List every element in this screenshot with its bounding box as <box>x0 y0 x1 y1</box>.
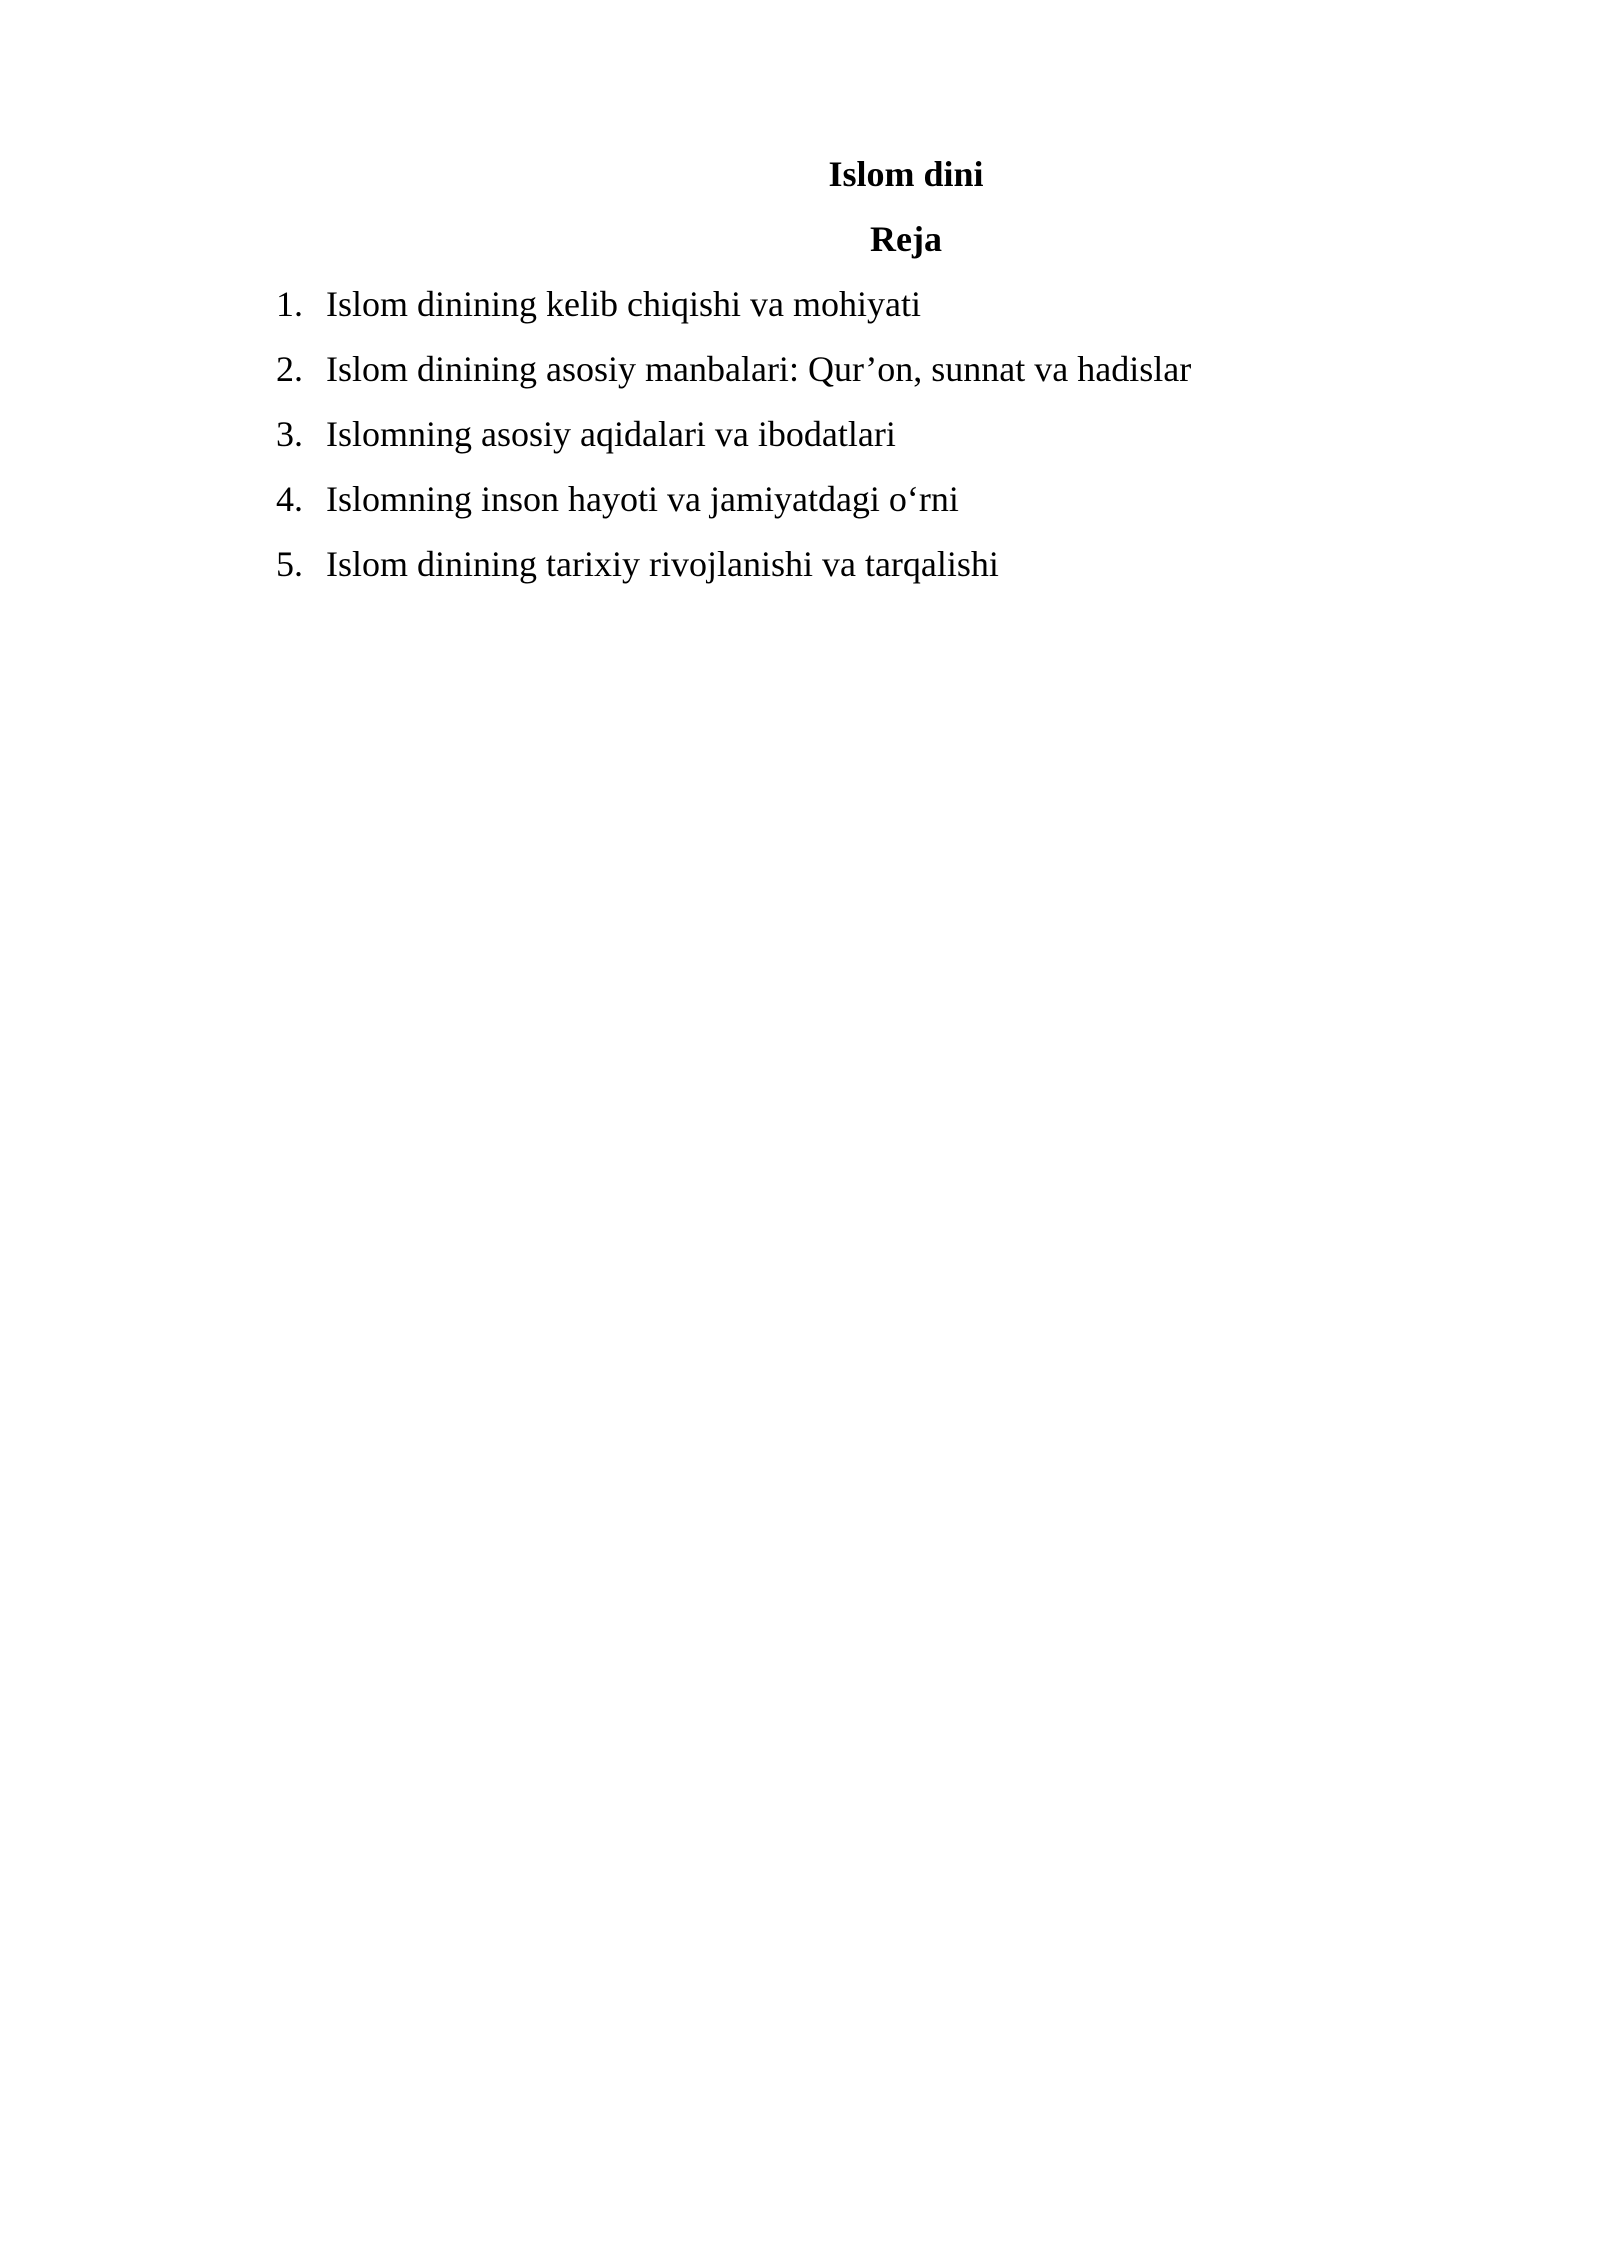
plan-item-text: Islom dinining tarixiy rivojlanishi va tarqalishi <box>326 544 999 584</box>
plan-heading: Reja <box>870 219 942 259</box>
plan-item <box>276 282 1191 347</box>
plan-item-text: Islomning asosiy aqidalari va ibodatlari <box>326 414 896 454</box>
plan-item <box>276 412 1191 477</box>
plan-item-text: Islomning inson hayoti va jamiyatdagi o‘rni <box>326 479 959 519</box>
plan-item <box>276 347 1191 412</box>
plan-item <box>276 542 1191 607</box>
plan-item-number: 1. <box>276 284 303 324</box>
plan-list <box>276 282 1191 607</box>
plan-item-number: 3. <box>276 414 303 454</box>
plan-item-number: 2. <box>276 349 303 389</box>
plan-item-number: 5. <box>276 544 303 584</box>
plan-item <box>276 477 1191 542</box>
plan-item-text: Islom dinining kelib chiqishi va mohiyati <box>326 284 921 324</box>
plan-item-text: Islom dinining asosiy manbalari: Qur’on, sunnat va hadislar <box>326 349 1192 389</box>
document-title: Islom dini <box>828 154 984 194</box>
plan-item-number: 4. <box>276 479 303 519</box>
